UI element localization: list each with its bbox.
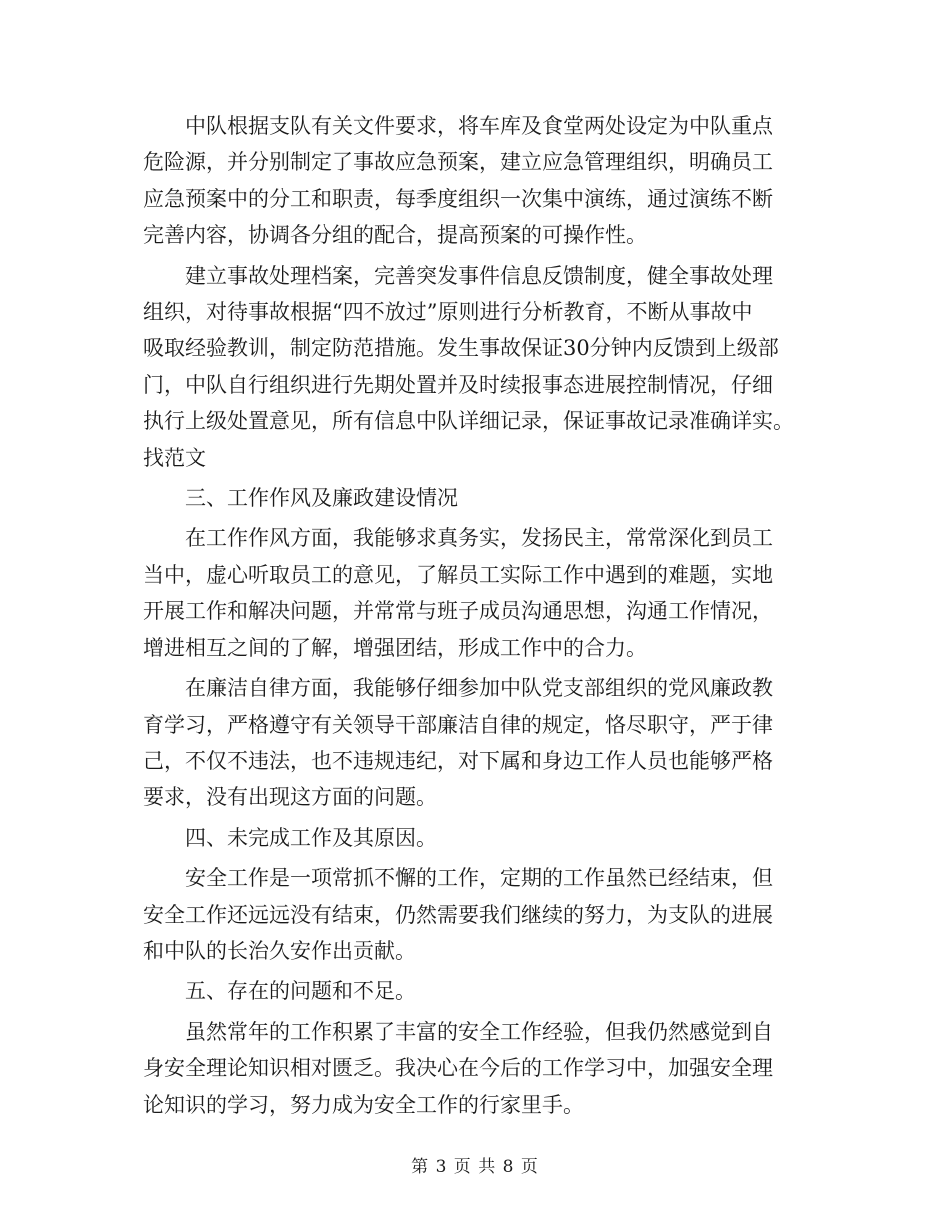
paragraph-emergency-plan: 中队根据支队有关文件要求，将车库及食堂两处设定为中队重点 危险源，并分别制定了事故应急预案，建立应急管理组织，明确员工 应急预案中的分工和职责，每季度组织一次集中演练，通过演练不断 完善内容，协调各分组的配合，提高预案的可操作性。: [143, 114, 773, 248]
paragraph-unfinished-work: 安全工作是一项常抓不懈的工作，定期的工作虽然已经结束，但 安全工作还远远没有结束，仍然需要我们继续的努力，为支队的进展 和中队的长治久安作出贡献。: [143, 866, 773, 963]
paragraph-work-style: 在工作作风方面，我能够求真务实，发扬民主，常常深化到员工 当中，虚心听取员工的意见，了解员工实际工作中遇到的难题，实地 开展工作和解决问题，并常常与班子成员沟通思想，沟通工作情况， 增进相互之间的了解，增强团结，形成工作中的合力。: [143, 526, 773, 660]
section-heading-work-style: 三、工作作风及廉政建设情况: [185, 486, 458, 511]
document-body: [143, 108, 813, 1127]
paragraph-integrity: 在廉洁自律方面，我能够仔细参加中队党支部组织的党风廉政教 育学习，严格遵守有关领导干部廉洁自律的规定，恪尽职守，严于律 己，不仅不违法，也不违规违纪，对下属和身边工作人员也能够严格 要求，没有出现这方面的问题。: [143, 676, 773, 810]
page-number-footer: 第 3 页 共 8 页: [411, 1157, 539, 1177]
section-heading-unfinished-work: 四、未完成工作及其原因。: [185, 825, 437, 850]
paragraph-accident-archive: 建立事故处理档案，完善突发事件信息反馈制度，健全事故处理 组织，对待事故根据“四不放过”原则进行分析教育，不断从事故中 吸取经验教训，制定防范措施。发生事故保证30分钟内反馈到上级部 门，中队自行组织进行先期处置并及时续报事态进展控制情况，仔细 执行上级处置意见，所有信息中队详细记录，保证事故记录准确详实。 找范文: [143, 263, 794, 470]
paragraph-problems: 虽然常年的工作积累了丰富的安全工作经验，但我仍然感觉到自 身安全理论知识相对匮乏。我决心在今后的工作学习中，加强安全理 论知识的学习，努力成为安全工作的行家里手。: [143, 1019, 773, 1117]
section-heading-problems: 五、存在的问题和不足。: [185, 979, 416, 1004]
